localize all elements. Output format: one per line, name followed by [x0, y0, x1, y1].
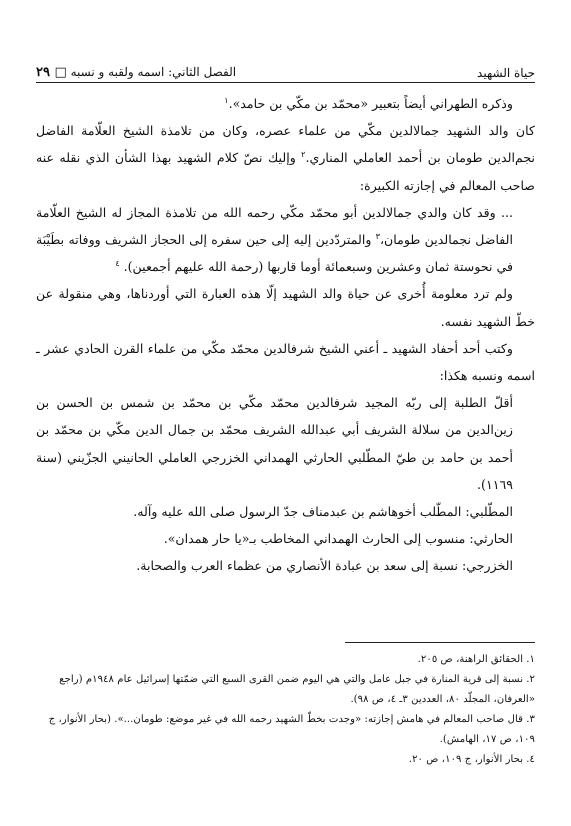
- paragraph-2: كان والد الشهيد جمالالدين مكّي من علماء عصره، وكان من تلامذة الشيخ العلّامة الفاضل نجم‌الدين طومان بن أحمد العاملي المناري.$^٢$ وإليك نصّ كلام الشهيد بهذا الشأن الذي نقله عنه صاحب المعالم في إجازته الكبيرة:: [36, 123, 535, 193]
- footnote-ref-3[interactable]: ٣: [375, 231, 380, 241]
- chapter-title: الفصل الثاني: اسمه ولقبه و نسبه: [70, 65, 237, 79]
- footnote-separator: [345, 642, 535, 643]
- footnote-4: ٤. بحار الأنوار، ج ١٠٩، ص ٢٠.: [408, 754, 535, 765]
- body-text: [36, 90, 535, 580]
- footnote-3: ٣. قال صاحب المعالم في هامش إجازته: «وجدت بخطّ الشهيد رحمه الله في غير موضع: طومان...». (بحار الأنوار، ج ١٠٩، ص ١٧، الهامش).: [48, 714, 535, 745]
- running-header: [36, 58, 535, 83]
- paragraph-4: وكتب أحد أحفاد الشهيد ـ أعني الشيخ شرفالدين محمّد مكّي من علماء القرن الحادي عشر ـ اسمه ونسبه هكذا:: [36, 340, 535, 384]
- definition-harithi: الحارثي: منسوب إلى الحارث الهمداني المخاطب بـ«يا حار همدان».: [163, 531, 513, 547]
- quotation-1: ... وقد كان والدي جمالالدين أبو محمّد مكّي رحمه الله من تلامذة المجاز له الشيخ العلّامة الفاضل نجمالدين طومان،$^٣$ والمتردّدين إليه إلى حين سفره إلى الحجاز الشريف ووفاته بطَيْبَة في نحوستة ثمان وعشرين وسبعمائة أوما قاربها (رحمة الله عليهم أجمعين). $^٤$: [36, 204, 513, 275]
- page-number: □ ٢٩: [36, 65, 67, 80]
- footnote-2: ٢. نسبة إلى قرية المنارة في جبل عامل والتي هي اليوم ضمن القرى السبع التي ضمّتها إسرائيل عام ١٩٤٨م (راجع «العرفان، المجلّد ٨٠، العددين ٣ـ ٤، ص ٩٨).: [59, 674, 535, 705]
- quotation-2: أقلّ الطلبة إلى ربّه المجيد شرفالدين محمّد مكّي بن محمّد بن شمس بن الحسن بن زين‌الدين من سلالة الشريف أبي عبدالله الشريف محمّد بن جمال الدين مكّي بن محمّد بن أحمد بن حامد بن طيّ المطّلبي الحارثي الهمداني الخزرجي العاملي الحانيني الجزّيني (سنة ١١٦٩).: [36, 395, 513, 492]
- footnote-ref-2[interactable]: ٢: [301, 150, 306, 160]
- footnote-1: ١. الحقائق الراهنة، ص ٢٠٥.: [417, 654, 535, 665]
- footnote-ref-1[interactable]: ١: [224, 95, 229, 105]
- footnote-ref-4[interactable]: ٤: [115, 259, 120, 269]
- paragraph-1: وذكره الطهراني أيضاً بتعبير «محمّد بن مكّي بن حامد».$^١$: [224, 95, 513, 111]
- definition-khazraji: الخزرجي: نسبة إلى سعد بن عبادة الأنصاري من عظماء العرب والصحابة.: [136, 558, 513, 574]
- book-title: حياة الشهيد: [477, 66, 535, 80]
- footnotes: [36, 650, 535, 770]
- chapter-header: [36, 65, 236, 80]
- definition-mutallibi: المطّلبي: المطّلب أخوهاشم بن عبدمناف جدّ الرسول صلى الله عليه وآله.: [133, 504, 513, 520]
- paragraph-3: ولم ترد معلومة أُخرى عن حياة والد الشهيد إلّا هذه العبارة التي أوردناها، وهي منقولة عن خطّ الشهيد نفسه.: [36, 286, 535, 329]
